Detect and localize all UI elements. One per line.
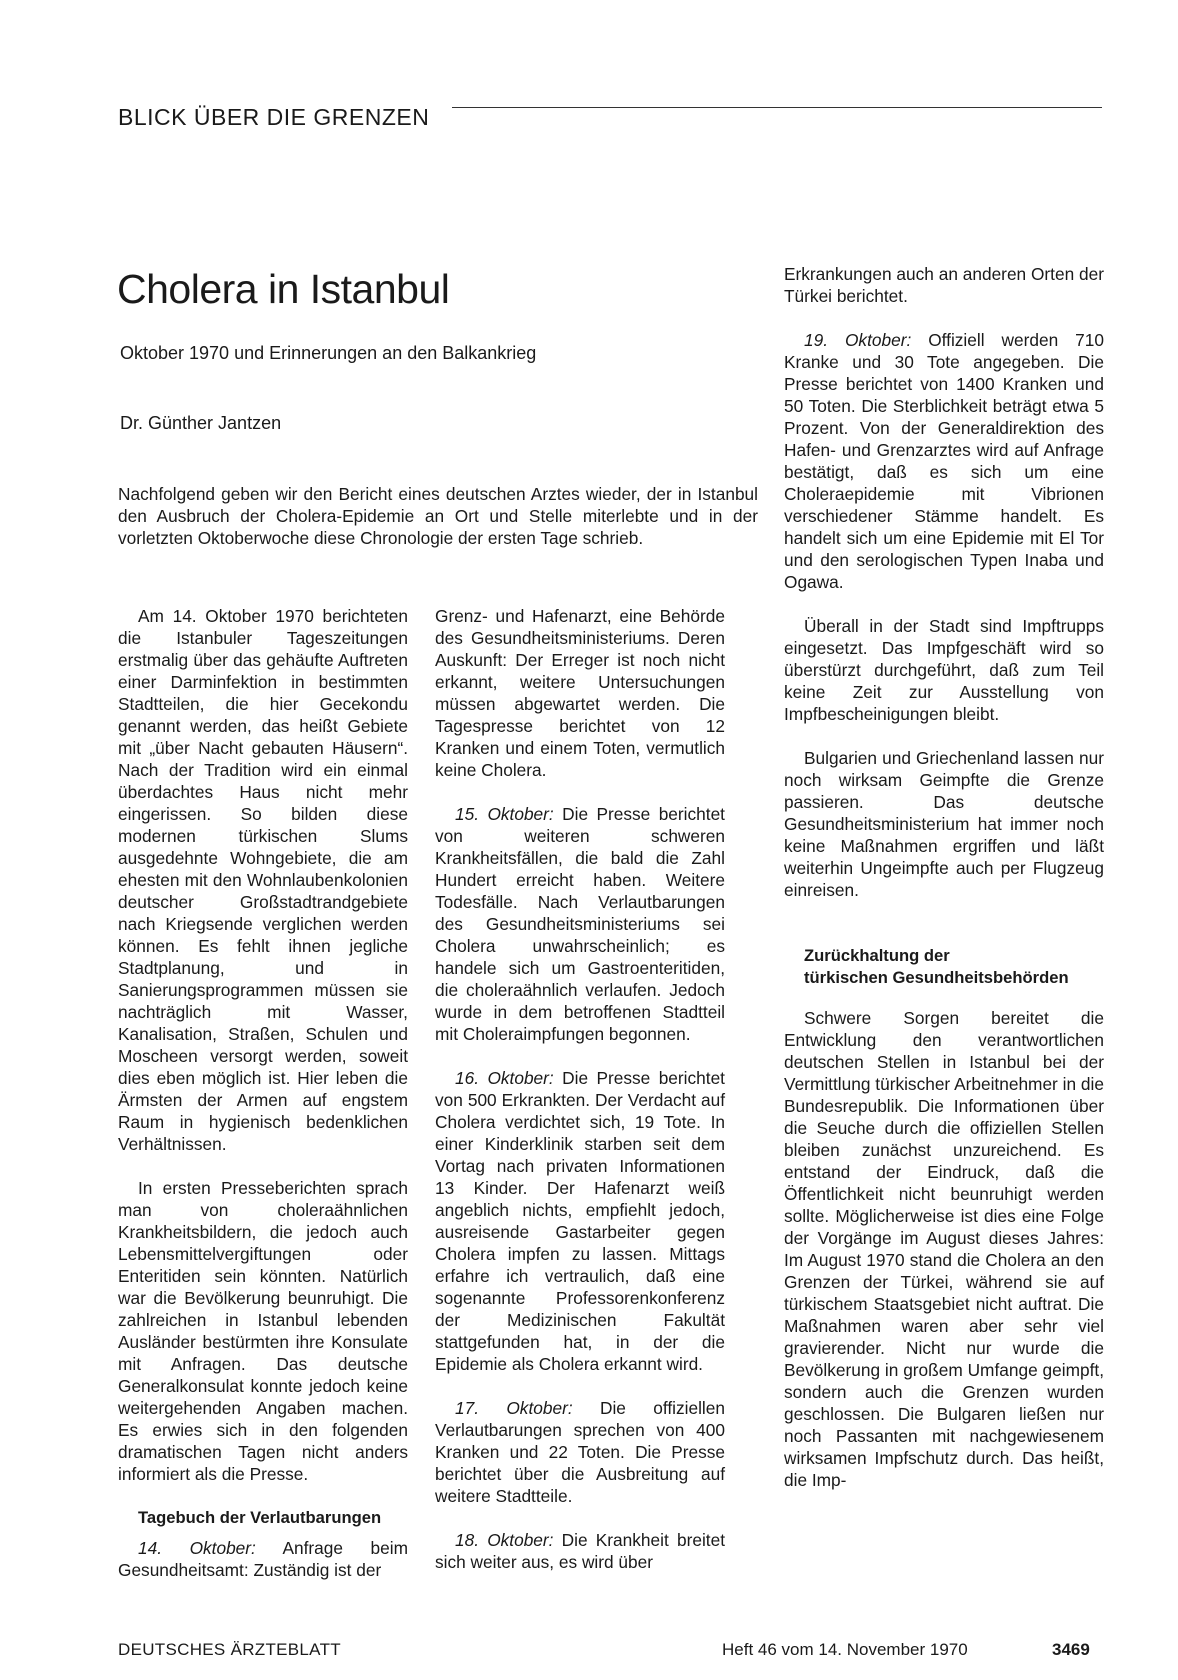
paragraph: Schwere Sorgen bereitet die Entwicklung den verantwortlichen deutschen Stellen in Istanbul bei der Vermittlung türkischer Arbeitnehmer in die Bundesrepublik. Die Informationen über die Seuche durch die offiziellen Stellen bleiben zunächst unzureichend. Es entstand der Eindruck, daß die Öffentlichkeit nicht beunruhigt werden sollte. Möglicherweise ist dies eine Folge der Vorgänge im August dieses Jahres: Im August 1970 stand die Cholera an den Grenzen der Türkei, während sie auf türkischem Staatsgebiet nicht auftrat. Die Maßnahmen waren aber sehr viel gravierender. Nicht nur wurde die Bevölkerung in großem Umfange geimpft, sondern auch die Grenzen wurden geschlossen. Die Bulgaren ließen nur noch Passanten mit nachgewiesenem wirksamen Impfschutz durch. Das heißt, die Imp- [784, 1008, 1104, 1490]
date-label: 14. Oktober: [138, 1538, 256, 1558]
paragraph: 16. Oktober: Die Presse berichtet von 500 Erkrankten. Der Verdacht auf Cholera verdichtet sich, 19 Tote. In einer Kinderklinik starben seit dem Vortag nach privaten Informationen 13 Kinder. Der Hafenarzt weiß angeblich nichts, empfiehlt jedoch, ausreisende Gastarbeiter gegen Cholera impfen zu lassen. Mittags erfahre ich vertraulich, daß eine sogenannte Professorenkonferenz der Medizinischen Fakultät stattgefunden hat, in der die Epidemie als Cholera erkannt wird. [435, 1068, 725, 1374]
footer-journal: DEUTSCHES ÄRZTEBLATT [118, 1640, 341, 1659]
paragraph: 18. Oktober: Die Krankheit breitet sich weiter aus, es wird über [435, 1530, 725, 1572]
column-1 [118, 605, 408, 1581]
column-2 [435, 605, 725, 1573]
footer-issue: Heft 46 vom 14. November 1970 [722, 1640, 968, 1659]
paragraph: 19. Oktober: Offiziell werden 710 Kranke und 30 Tote angegeben. Die Presse berichtet von 1400 Kranken und 50 Toten. Die Sterblichkeit beträgt etwa 5 Prozent. Von der Generaldirektion des Hafen- und Grenzarztes wird auf Anfrage bestätigt, daß es sich um eine Choleraepidemie mit Vibrionen verschiedener Stämme handelt. Es handelt sich um eine Epidemie mit El Tor und den serologischen Typen Inaba und Ogawa. [784, 330, 1104, 592]
article-title: Cholera in Istanbul [117, 266, 450, 312]
date-label: 19. Oktober: [804, 330, 912, 350]
section-label: BLICK ÜBER DIE GRENZEN [118, 104, 430, 130]
subheading: Tagebuch der Verlautbarungen [138, 1508, 382, 1527]
article-subtitle: Oktober 1970 und Erinnerungen an den Balkankrieg [120, 343, 537, 363]
subheading-line-1: Zurückhaltung der [804, 946, 950, 965]
paragraph: Überall in der Stadt sind Impftrupps eingesetzt. Das Impfgeschäft wird so überstürzt durchgeführt, daß zum Teil keine Zeit zur Ausstellung von Impfbescheinigungen bleibt. [784, 616, 1104, 724]
paragraph: In ersten Presseberichten sprach man von choleraähnlichen Krankheitsbildern, die jedoch auch Lebensmittelvergiftungen oder Enteritiden sein könnten. Natürlich war die Bevölkerung beunruhigt. Die zahlreichen in Istanbul lebenden Ausländer bestürmten ihre Konsulate mit Anfragen. Das deutsche Generalkonsulat konnte jedoch keine weitergehenden Angaben machen. Es erwies sich in den folgenden dramatischen Tagen nicht anders informiert als die Presse. [118, 1178, 408, 1484]
paragraph: 14. Oktober: Anfrage beim Gesundheitsamt: Zuständig ist der [118, 1538, 408, 1580]
date-label: 17. Oktober: [455, 1398, 573, 1418]
section-rule [452, 107, 1102, 108]
date-label: 16. Oktober: [455, 1068, 554, 1088]
paragraph: Grenz- und Hafenarzt, eine Behörde des Gesundheitsministeriums. Deren Auskunft: Der Erreger ist noch nicht erkannt, weitere Untersuchungen müssen abgewartet werden. Die Tagespresse berichtet von 12 Kranken und einem Toten, vermutlich keine Cholera. [435, 606, 725, 780]
article-lede: Nachfolgend geben wir den Bericht eines deutschen Arztes wieder, der in Istanbul den Ausbruch der Cholera-Epidemie an Ort und Stelle miterlebte und in der vorletzten Oktoberwoche diese Chronologie der ersten Tage schrieb. [118, 484, 758, 548]
paragraph: 15. Oktober: Die Presse berichtet von weiteren schweren Krankheitsfällen, die bald die Zahl Hundert erreicht haben. Weitere Todesfälle. Nach Verlautbarungen des Gesundheitsministeriums sei Cholera unwahrscheinlich; es handele sich um Gastroenteritiden, die choleraähnlich verlaufen. Jedoch wurde in dem betroffenen Stadtteil mit Choleraimpfungen begonnen. [435, 804, 725, 1044]
page-number: 3469 [1052, 1640, 1090, 1659]
paragraph: Bulgarien und Griechenland lassen nur noch wirksam Geimpfte die Grenze passieren. Das deutsche Gesundheitsministerium hat immer noch keine Maßnahmen ergriffen und läßt weiterhin Ungeimpfte auch per Flugzeug einreisen. [784, 748, 1104, 900]
article-author: Dr. Günther Jantzen [120, 413, 282, 433]
date-label: 18. Oktober: [455, 1530, 554, 1550]
paragraph: Am 14. Oktober 1970 berichteten die Istanbuler Tageszeitungen erstmalig über das gehäufte Auftreten einer Darminfektion in bestimmten Stadtteilen, die hier Gecekondu genannt werden, das heißt Gebiete mit „über Nacht gebauten Häusern“. Nach der Tradition wird ein einmal überdachtes Haus nicht mehr eingerissen. So bilden diese modernen türkischen Slums ausgedehnte Wohngebiete, die am ehesten mit den Wohnlaubenkolonien deutscher Großstadtrandgebiete nach Kriegsende verglichen werden können. Es fehlt ihnen jegliche Stadtplanung, und in Sanierungsprogrammen müssen sie nachträglich mit Wasser, Kanalisation, Straßen, Schulen und Moscheen versorgt werden, soweit dies eben möglich ist. Hier leben die Ärmsten der Armen auf engstem Raum in hygienisch bedenklichen Verhältnissen. [118, 606, 408, 1154]
paragraph: 17. Oktober: Die offiziellen Verlautbarungen sprechen von 400 Kranken und 22 Toten. Die Presse berichtet über die Ausbreitung auf weitere Stadtteile. [435, 1398, 725, 1506]
column-3 [784, 263, 1104, 1491]
subheading-line-2: türkischen Gesundheitsbehörden [804, 968, 1069, 987]
date-label: 15. Oktober: [455, 804, 554, 824]
paragraph: Erkrankungen auch an anderen Orten der Türkei berichtet. [784, 264, 1104, 306]
